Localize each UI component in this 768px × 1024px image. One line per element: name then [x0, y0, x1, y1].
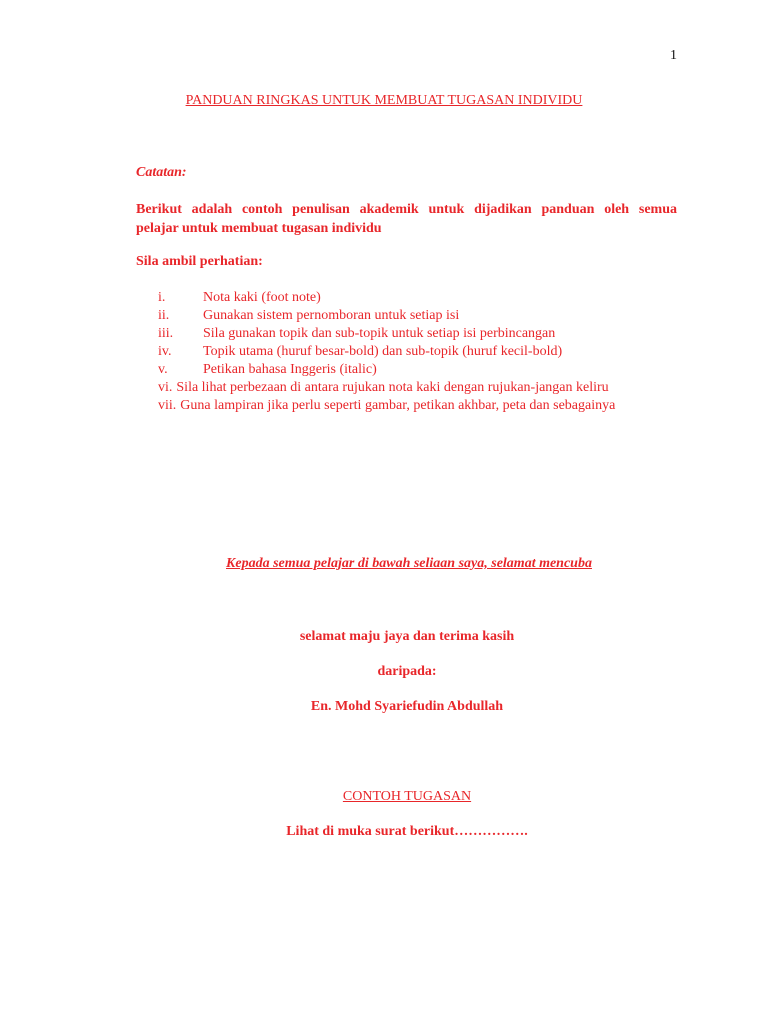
list-item: [158, 379, 698, 397]
list-item-number: iv.: [158, 344, 172, 359]
notes-list: [158, 289, 698, 415]
list-item: [158, 307, 698, 325]
notes-heading: Catatan:: [136, 165, 187, 180]
list-item-text: Sila gunakan topik dan sub-topik untuk setiap isi perbincangan: [203, 326, 556, 341]
list-item-text: Petikan bahasa Inggeris (italic): [203, 362, 377, 377]
list-item-text: Gunakan sistem pernomboran untuk setiap isi: [203, 308, 460, 323]
list-item: [158, 289, 698, 307]
list-item-number: ii.: [158, 308, 170, 323]
see-next-page: Lihat di muka surat berikut…………….: [286, 824, 528, 839]
list-item-number: vi.: [158, 380, 173, 395]
list-item: [158, 397, 698, 415]
example-heading: CONTOH TUGASAN: [342, 789, 472, 804]
list-item-text: Guna lampiran jika perlu seperti gambar, petikan akhbar, peta dan sebagainya: [180, 398, 616, 413]
attention-heading: Sila ambil perhatian:: [136, 254, 263, 269]
list-item-number: v.: [158, 362, 168, 377]
list-item-text: Topik utama (huruf besar-bold) dan sub-topik (huruf kecil-bold): [203, 344, 563, 359]
list-item-text: Sila lihat perbezaan di antara rujukan nota kaki dengan rujukan-jangan keliru: [176, 380, 609, 395]
list-item-text: Nota kaki (foot note): [203, 290, 321, 305]
author-name: En. Mohd Syariefudin Abdullah: [310, 699, 504, 714]
closing-message: Kepada semua pelajar di bawah seliaan saya, selamat mencuba: [226, 556, 592, 571]
document-title: PANDUAN RINGKAS UNTUK MEMBUAT TUGASAN INDIVIDU: [185, 93, 583, 108]
list-item-number: i.: [158, 290, 166, 305]
intro-paragraph: [136, 200, 677, 238]
from-label: daripada:: [377, 664, 437, 679]
page-number: 1: [670, 48, 677, 63]
list-item: [158, 325, 698, 343]
list-item: [158, 361, 698, 379]
intro-line-1: Berikut adalah contoh penulisan akademik untuk dijadikan panduan oleh semua: [136, 202, 677, 217]
closing-wish: selamat maju jaya dan terima kasih: [299, 629, 515, 644]
list-item: [158, 343, 698, 361]
list-item-number: vii.: [158, 398, 177, 413]
list-item-number: iii.: [158, 326, 174, 341]
intro-line-2: pelajar untuk membuat tugasan individu: [136, 221, 382, 236]
